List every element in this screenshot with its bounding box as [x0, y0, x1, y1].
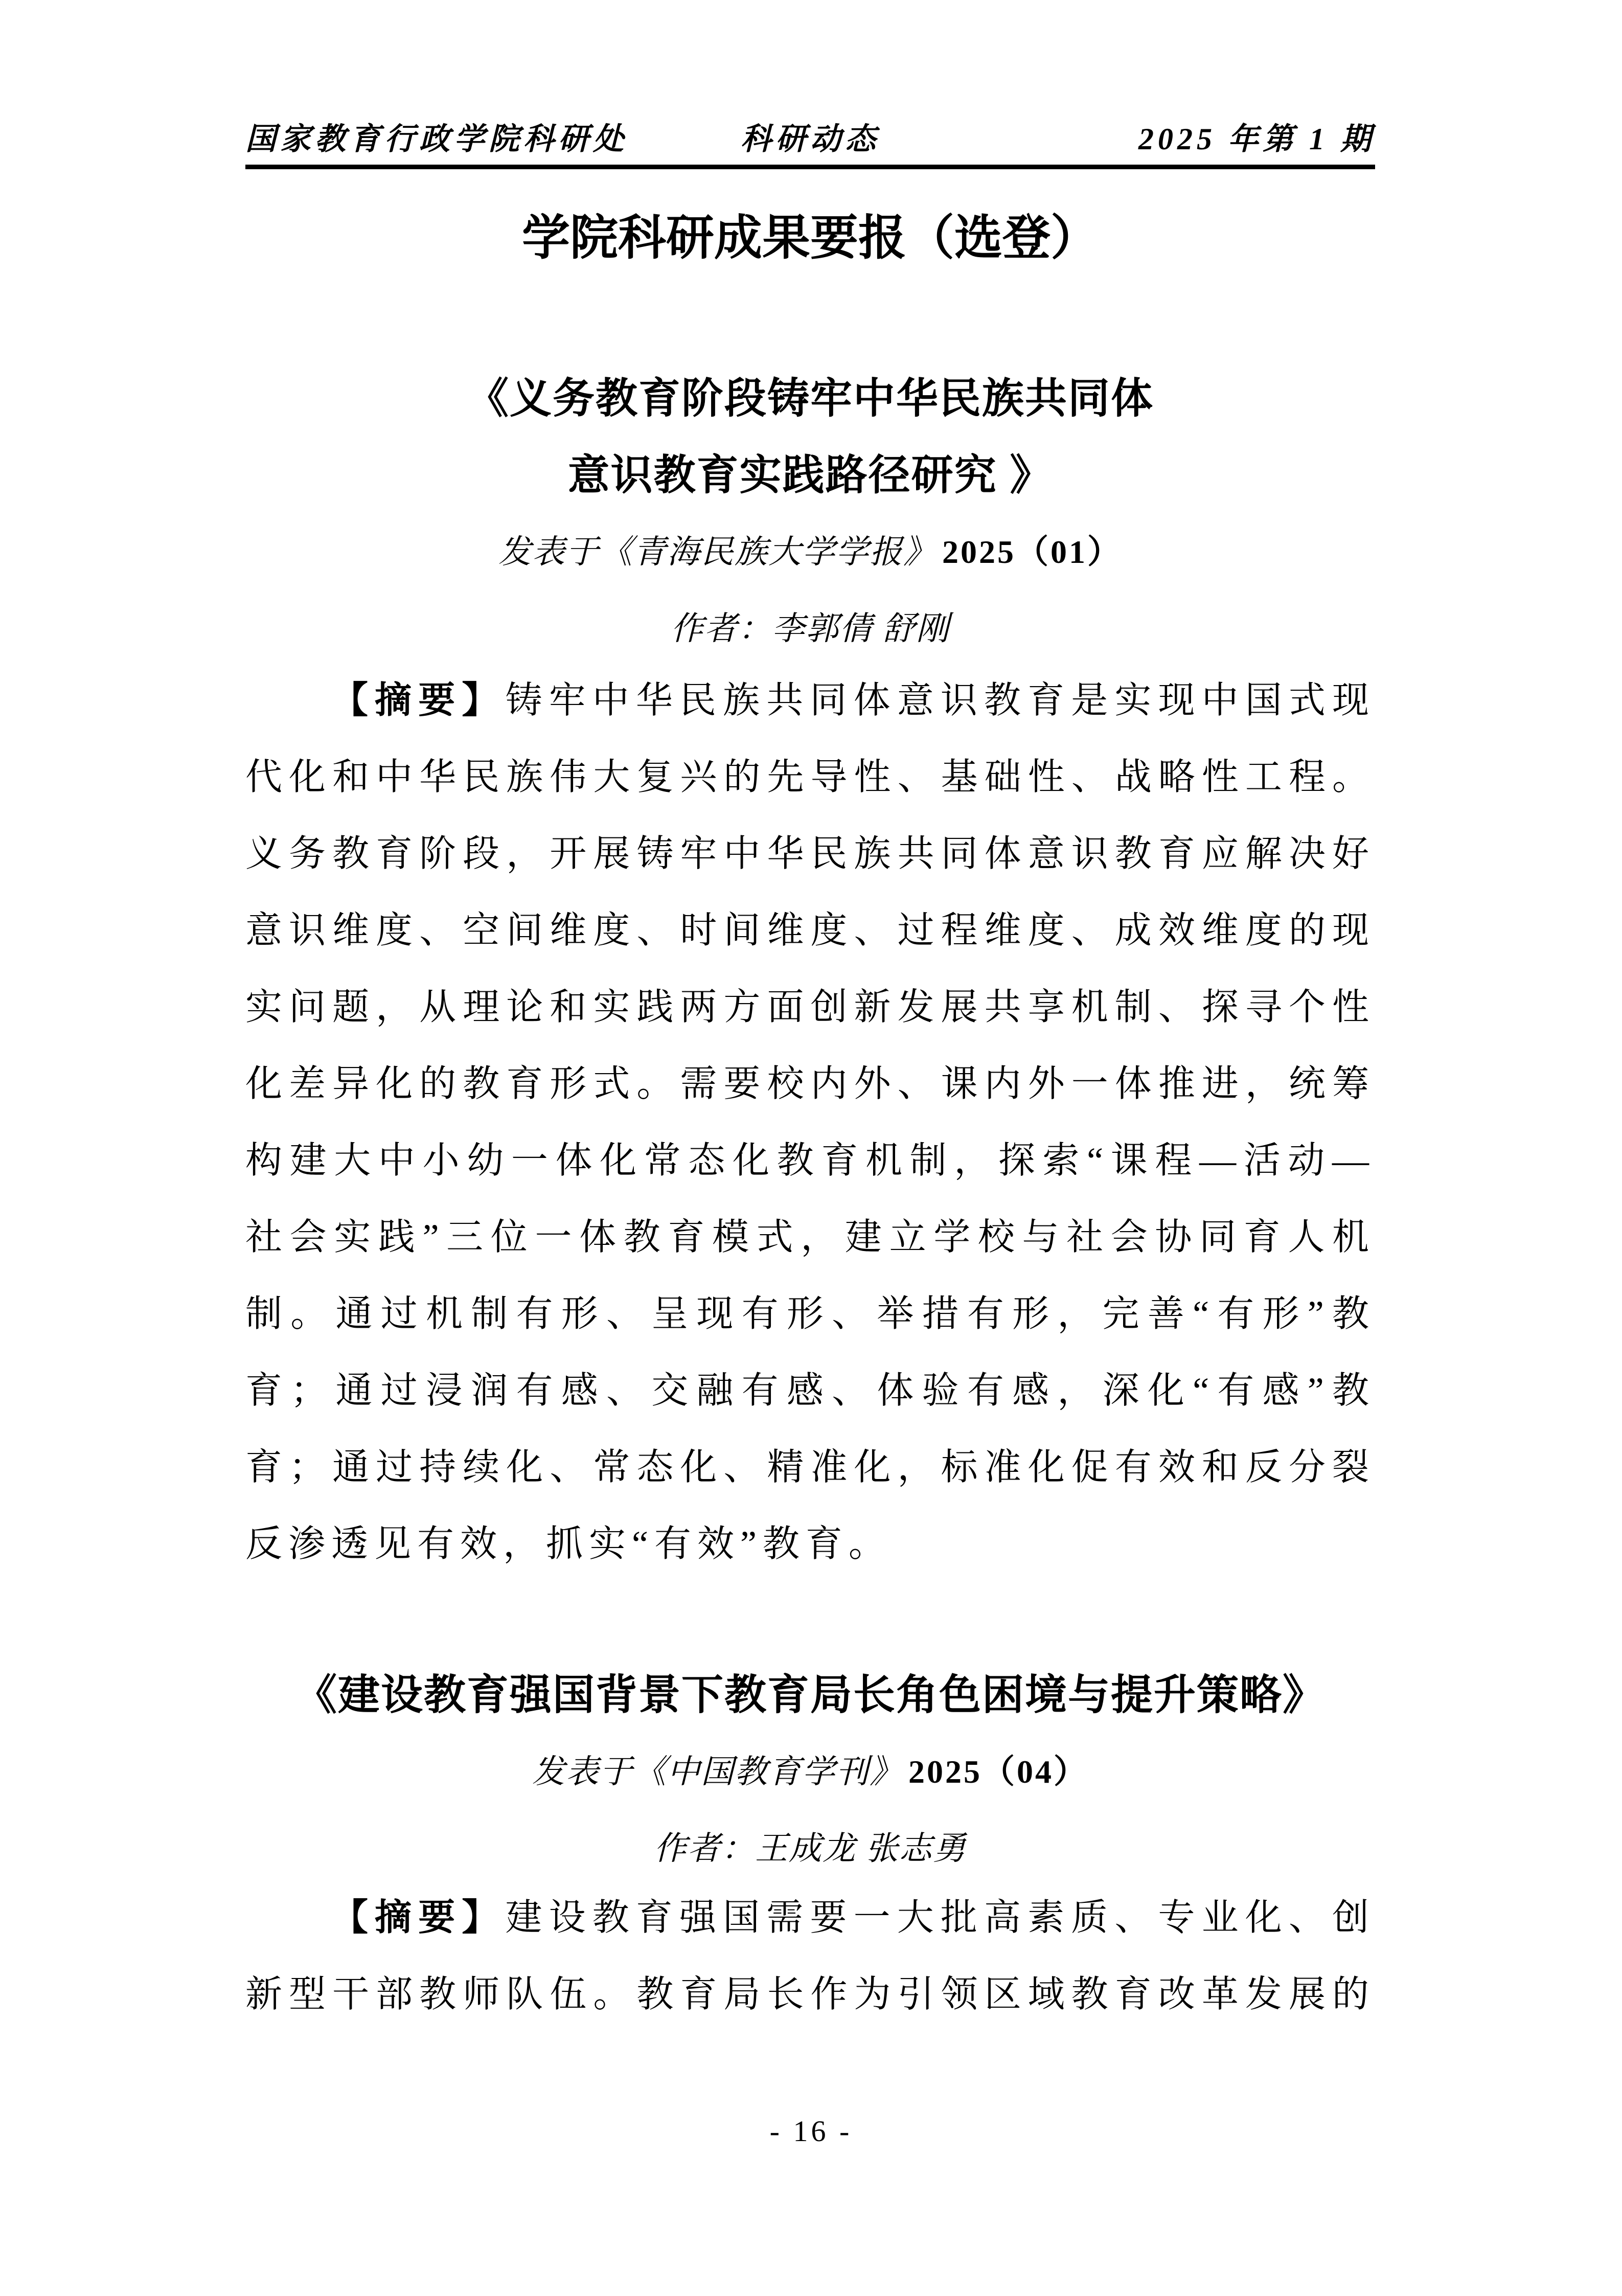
abstract-line: 构建大中小幼一体化常态化教育机制，探索“课程—活动— — [245, 1140, 1375, 1181]
publication-line — [245, 514, 1375, 590]
journal-name: 发表于《中国教育学刊》 — [532, 1754, 903, 1790]
abstract-line: 育；通过持续化、常态化、精准化，标准化促有效和反分裂 — [245, 1447, 1375, 1488]
abstract — [245, 1879, 1375, 2033]
authors-line: 作者：王成龙 张志勇 — [654, 1830, 967, 1867]
authors-line: 作者：李郭倩 舒刚 — [671, 610, 950, 647]
journal-name: 发表于《青海民族大学学报》 — [498, 534, 937, 570]
abstract-line — [245, 662, 1375, 739]
abstract-line: 义务教育阶段，开展铸牢中华民族共同体意识教育应解决好 — [245, 833, 1375, 874]
header-org-name: 国家教育行政学院科研处 — [245, 122, 628, 156]
abstract-line: 制。通过机制有形、呈现有形、举措有形，完善“有形”教 — [245, 1293, 1375, 1334]
abstract-line: 意识维度、空间维度、时间维度、过程维度、成效维度的现 — [245, 910, 1375, 951]
article-summary-1 — [245, 360, 1375, 1582]
abstract — [245, 662, 1375, 1582]
abstract-line: 化差异化的教育形式。需要校内外、课内外一体推进，统筹 — [245, 1063, 1375, 1104]
page-header — [245, 123, 1375, 155]
abstract-line: 代化和中华民族伟大复兴的先导性、基础性、战略性工程。 — [245, 757, 1375, 798]
header-divider — [245, 165, 1375, 169]
publication-line — [245, 1734, 1375, 1810]
abstract-label: 【摘要】 — [331, 1897, 506, 1938]
abstract-label: 【摘要】 — [331, 680, 506, 721]
abstract-line: 实问题，从理论和实践两方面创新发展共享机制、探寻个性 — [245, 987, 1375, 1028]
article-title — [245, 360, 1375, 514]
journal-issue: 2025（04） — [908, 1754, 1088, 1790]
abstract-line — [245, 1879, 1375, 1956]
abstract-line: 育；通过浸润有感、交融有感、体验有感，深化“有感”教 — [245, 1370, 1375, 1411]
abstract-line: 反渗透见有效，抓实“有效”教育。 — [245, 1524, 892, 1564]
abstract-text: 铸牢中华民族共同体意识教育是实现中国式现 — [505, 680, 1375, 721]
abstract-line: 新型干部教师队伍。教育局长作为引领区域教育改革发展的 — [245, 1974, 1375, 2015]
page-number: - 16 - — [769, 2115, 853, 2148]
article-summary-2 — [245, 1657, 1375, 2033]
header-bulletin-title: 科研动态 — [741, 122, 880, 156]
header-issue-info: 2025 年第 1 期 — [1138, 122, 1375, 156]
page-title: 学院科研成果要报（选登） — [521, 211, 1099, 264]
journal-issue: 2025（01） — [942, 534, 1122, 570]
article-title — [245, 1657, 1375, 1734]
article-title-line: 意识教育实践路径研究 》 — [567, 452, 1053, 498]
abstract-line: 社会实践”三位一体教育模式，建立学校与社会协同育人机 — [245, 1217, 1375, 1258]
abstract-text: 建设教育强国需要一大批高素质、专业化、创 — [505, 1897, 1375, 1938]
article-title-line: 《建设教育强国背景下教育局长角色困境与提升策略》 — [294, 1672, 1326, 1718]
article-title-line: 《义务教育阶段铸牢中华民族共同体 — [466, 375, 1154, 422]
